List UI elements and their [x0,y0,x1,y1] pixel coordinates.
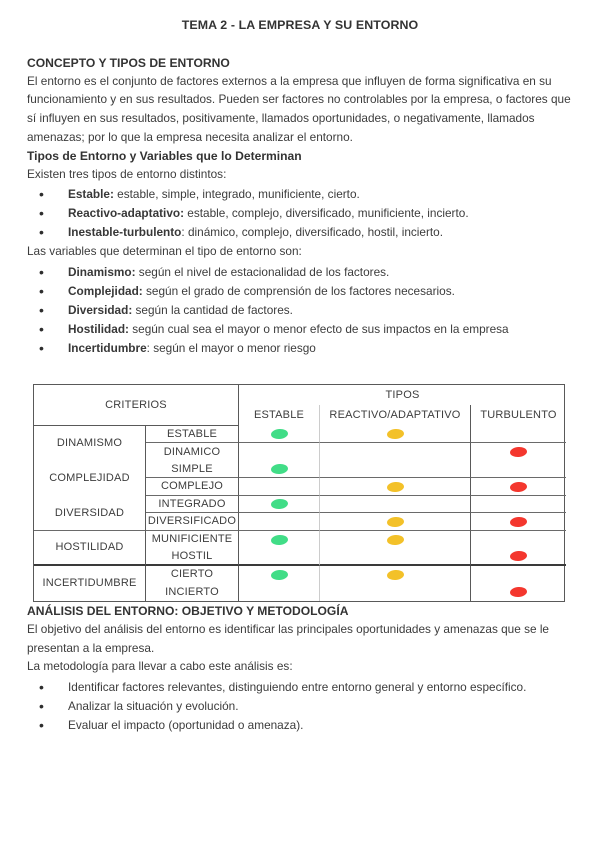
bullet-lead: Dinamismo: [68,264,136,279]
yellow-status-dot [386,534,404,545]
row-label: CIERTO [170,568,214,581]
group-hostilidad: HOSTILIDAD [34,531,146,566]
bullet-text: según la cantidad de factores. [132,302,293,317]
paragraph-tipos-intro: Existen tres tipos de entorno distintos: [27,166,227,181]
group-complejidad: COMPLEJIDAD [34,461,146,496]
row-label: HOSTIL [146,548,238,566]
green-status-dot [270,569,288,580]
list-item [27,282,573,301]
yellow-status-dot [386,516,404,527]
column-header-turbulento: TURBULENTO [470,405,566,426]
green-status-dot [270,498,288,509]
dot-cell [238,531,319,549]
column-header-estable: ESTABLE [238,405,319,426]
list-item: • Evaluar el impacto (oportunidad o amenaza). [27,716,573,735]
dot-cell [238,426,319,444]
paragraph-concepto: El entorno es el conjunto de factores externos a la empresa que influyen de forma significativa en su funcionamiento y en sus resultados. Pueden ser factores no controlables por la empresa, o factores que sí influyen en sus resultados, positivamente, llamados oportunidades, o negativamente, llamados amenazas; por lo que la empresa necesita analizar el entorno. [27,73,571,144]
row-label: INTEGRADO [146,496,238,514]
group-dinamismo: DINAMISMO [34,426,146,461]
row-label: SIMPLE [146,461,238,479]
dot-cell [319,461,470,479]
list-item [27,339,573,358]
row-label: COMPLEJO [146,478,238,496]
bullet-text: según el nivel de estacionalidad de los factores. [135,264,390,279]
row-label: MUNIFICIENTE [151,533,233,546]
paragraph-metodologia-intro: La metodología para llevar a cabo este análisis es: [27,659,293,674]
table-header-tipos: TIPOS [238,385,566,405]
dot-cell [319,443,470,461]
dot-cell [238,583,319,601]
dot-cell [238,496,319,514]
bullet-lead: Inestable-turbulento [68,225,182,240]
dot-cell [319,531,470,549]
dot-cell [238,461,319,479]
list-item [27,185,573,204]
red-status-dot [510,586,528,597]
green-status-dot [270,534,288,545]
dot-cell [238,548,319,566]
dot-cell [319,583,470,601]
bullet-text: según cual sea el mayor o menor efecto de sus impactos en la empresa [128,321,509,336]
dot-cell [319,548,470,566]
heading-tipos: Tipos de Entorno y Variables que lo Determinan [27,148,302,163]
dot-cell [238,513,319,531]
bullet-lead: Diversidad: [68,302,133,317]
bullet-text: estable, simple, integrado, munificiente, cierto. [113,187,360,202]
entorno-criterios-table [33,384,565,602]
row-label: DINAMICO [163,445,221,458]
dot-cell [319,566,470,584]
heading-analisis: ANÁLISIS DEL ENTORNO: OBJETIVO Y METODOLOGÍA [27,603,349,618]
yellow-status-dot [386,428,404,439]
dot-cell [470,426,566,444]
row-label: DIVERSIFICADO [146,513,238,531]
red-status-dot [510,516,528,527]
bullet-lead: Hostilidad: [68,321,129,336]
yellow-status-dot [386,481,404,492]
dot-cell [319,426,470,444]
row-label: INCIERTO [165,585,219,598]
list-variables [27,263,573,358]
page-title: TEMA 2 - LA EMPRESA Y SU ENTORNO [181,18,419,32]
list-tipos-entorno [27,185,573,242]
heading-concepto: CONCEPTO Y TIPOS DE ENTORNO [27,55,230,70]
dot-cell [238,566,319,584]
dot-cell [238,443,319,461]
bullet-text: estable, complejo, diversificado, munificiente, incierto. [184,206,469,221]
red-status-dot [510,446,528,457]
list-item: • Identificar factores relevantes, distinguiendo entre entorno general y entorno específico. [27,678,573,697]
dot-cell [470,583,566,601]
bullet-lead: Incertidumbre [68,340,147,355]
green-status-dot [270,463,288,474]
dot-cell [238,478,319,496]
dot-cell [470,443,566,461]
bullet-text: : según el mayor o menor riesgo [146,340,316,355]
dot-cell [319,478,470,496]
dot-cell [470,496,566,514]
dot-cell [319,513,470,531]
list-item [27,223,573,242]
row-label: ESTABLE [146,426,238,444]
bullet-lead: Estable: [68,187,114,202]
list-item [27,263,573,282]
group-diversidad: DIVERSIDAD [34,496,146,531]
dot-cell [470,531,566,549]
list-item [27,301,573,320]
list-item: • Analizar la situación y evolución. [27,697,573,716]
bullet-text: : dinámico, complejo, diversificado, hostil, incierto. [181,225,444,240]
dot-cell [470,566,566,584]
paragraph-variables-intro: Las variables que determinan el tipo de entorno son: [27,244,302,259]
table-header-criterios: CRITERIOS [34,385,238,426]
column-header-reactivo-adaptativo: REACTIVO/ADAPTATIVO [319,405,470,426]
green-status-dot [270,428,288,439]
red-status-dot [510,550,528,561]
group-incertidumbre: INCERTIDUMBRE [34,566,146,601]
dot-cell [470,548,566,566]
dot-cell [470,461,566,479]
bullet-lead: Reactivo-adaptativo: [68,206,185,221]
red-status-dot [510,481,528,492]
dot-cell [319,496,470,514]
list-item [27,320,573,339]
yellow-status-dot [386,569,404,580]
list-metodologia [27,678,573,735]
paragraph-analisis: El objetivo del análisis del entorno es identificar las principales oportunidades y amenazas que se le presentan a la empresa. [27,621,549,655]
dot-cell [470,513,566,531]
list-item [27,204,573,223]
bullet-lead: Complejidad: [68,283,143,298]
dot-cell [470,478,566,496]
bullet-text: según el grado de comprensión de los factores necesarios. [142,283,455,298]
